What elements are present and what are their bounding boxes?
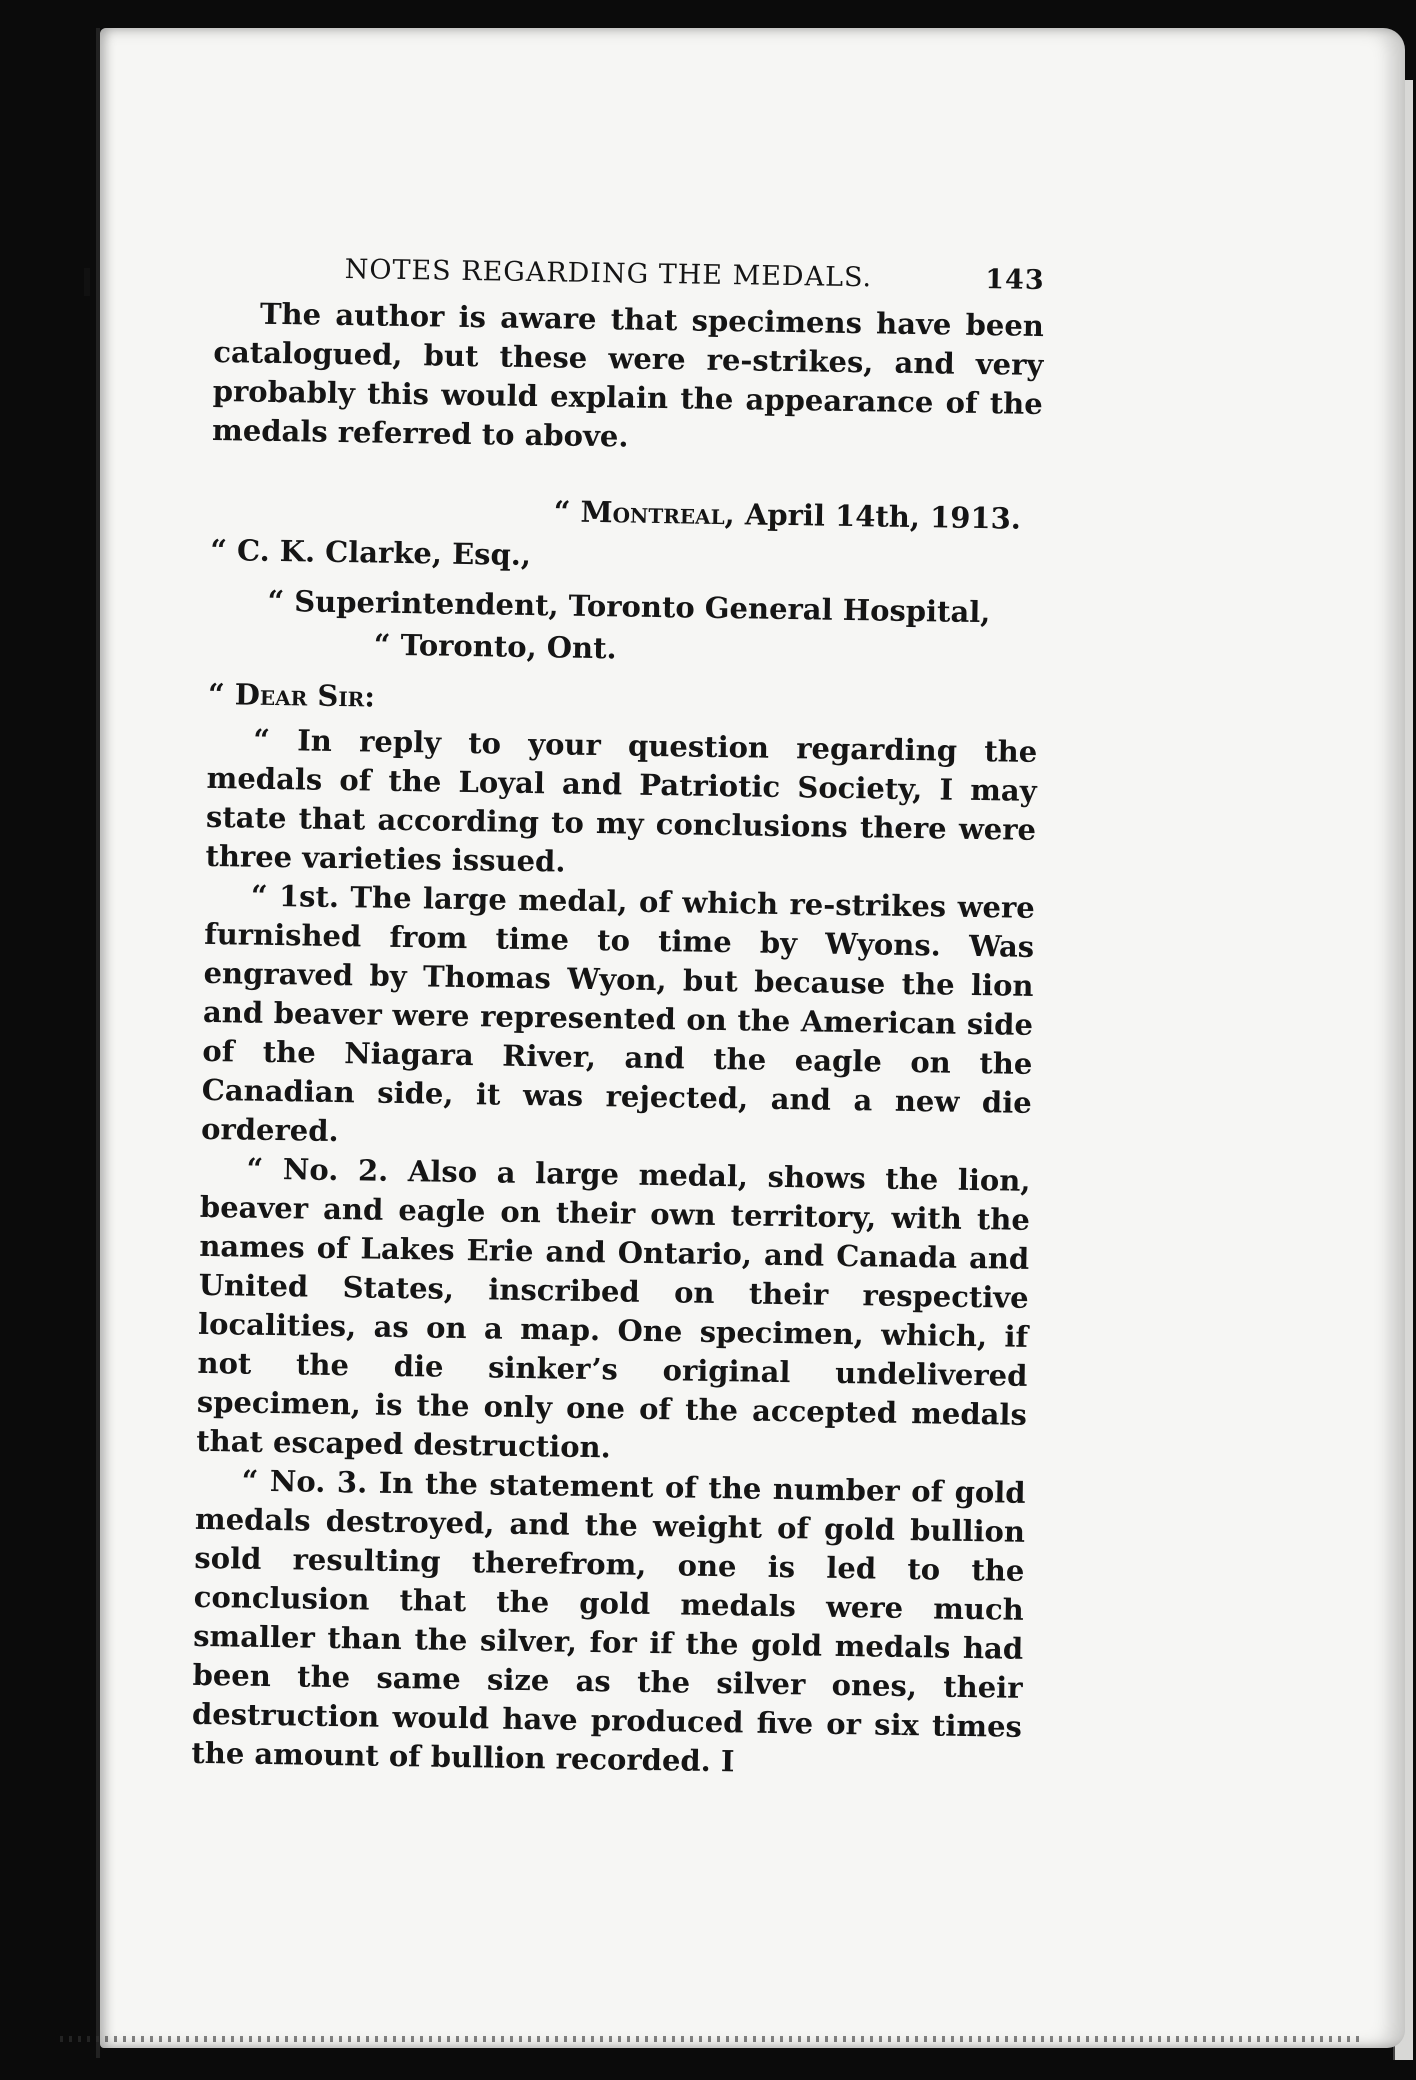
letter-paragraph-1: “ In reply to your question regarding the medals of the Loyal and Patriotic Society, I may state that according to my conclusions there were three varieties issued. — [205, 722, 1038, 879]
addressee-name: “ C. K. Clarke, Esq., — [210, 532, 532, 572]
page-text-block — [191, 250, 1045, 1786]
running-head-title: NOTES REGARDING THE MEDALS. — [344, 254, 873, 294]
dateline-place: “ Montreal, — [553, 494, 736, 532]
page-number: 143 — [985, 264, 1045, 297]
binding-mark — [84, 268, 90, 296]
addressee-city: “ Toronto, Ont. — [373, 627, 617, 666]
letter-paragraph-3: “ No. 2. Also a large medal, shows the lion, beaver and eagle on their own territory, with the names of Lakes Erie and Ontario, and Canada and United States, inscribed on their respective localities, as on a map. One specimen, which, if not the die sinker’s original undelivered specimen, is the only one of the accepted medals that escaped destruction. — [196, 1151, 1031, 1465]
letter-paragraph-2: “ 1st. The large medal, of which re-strikes were furnished from time to time by Wyons. Was engraved by Thomas Wyon, but because the lion and beaver were represented on the American side of the Niagara River, and the eagle on the Canadian side, it was rejected, and a new die ordered. — [200, 878, 1036, 1149]
intro-paragraph: The author is aware that specimens have been catalogued, but these were re-strikes, and very probably this would explain the appearance of the medals referred to above. — [211, 296, 1045, 454]
letter-paragraph-4: “ No. 3. In the statement of the number of gold medals destroyed, and the weight of gold bullion sold resulting therefrom, one is led to the conclusion that the gold medals were much smaller than the silver, for if the gold medals had been the same size as the silver ones, their destruction would have produced five or six times the amount of bullion recorded. I — [191, 1463, 1026, 1779]
scan-noise-bottom — [60, 2036, 1360, 2042]
letter-salutation: “ Dear Sir: — [207, 676, 376, 714]
dateline-date: April 14th, 1913. — [744, 497, 1022, 536]
addressee-title: “ Superintendent, Toronto General Hospital, — [267, 583, 991, 630]
